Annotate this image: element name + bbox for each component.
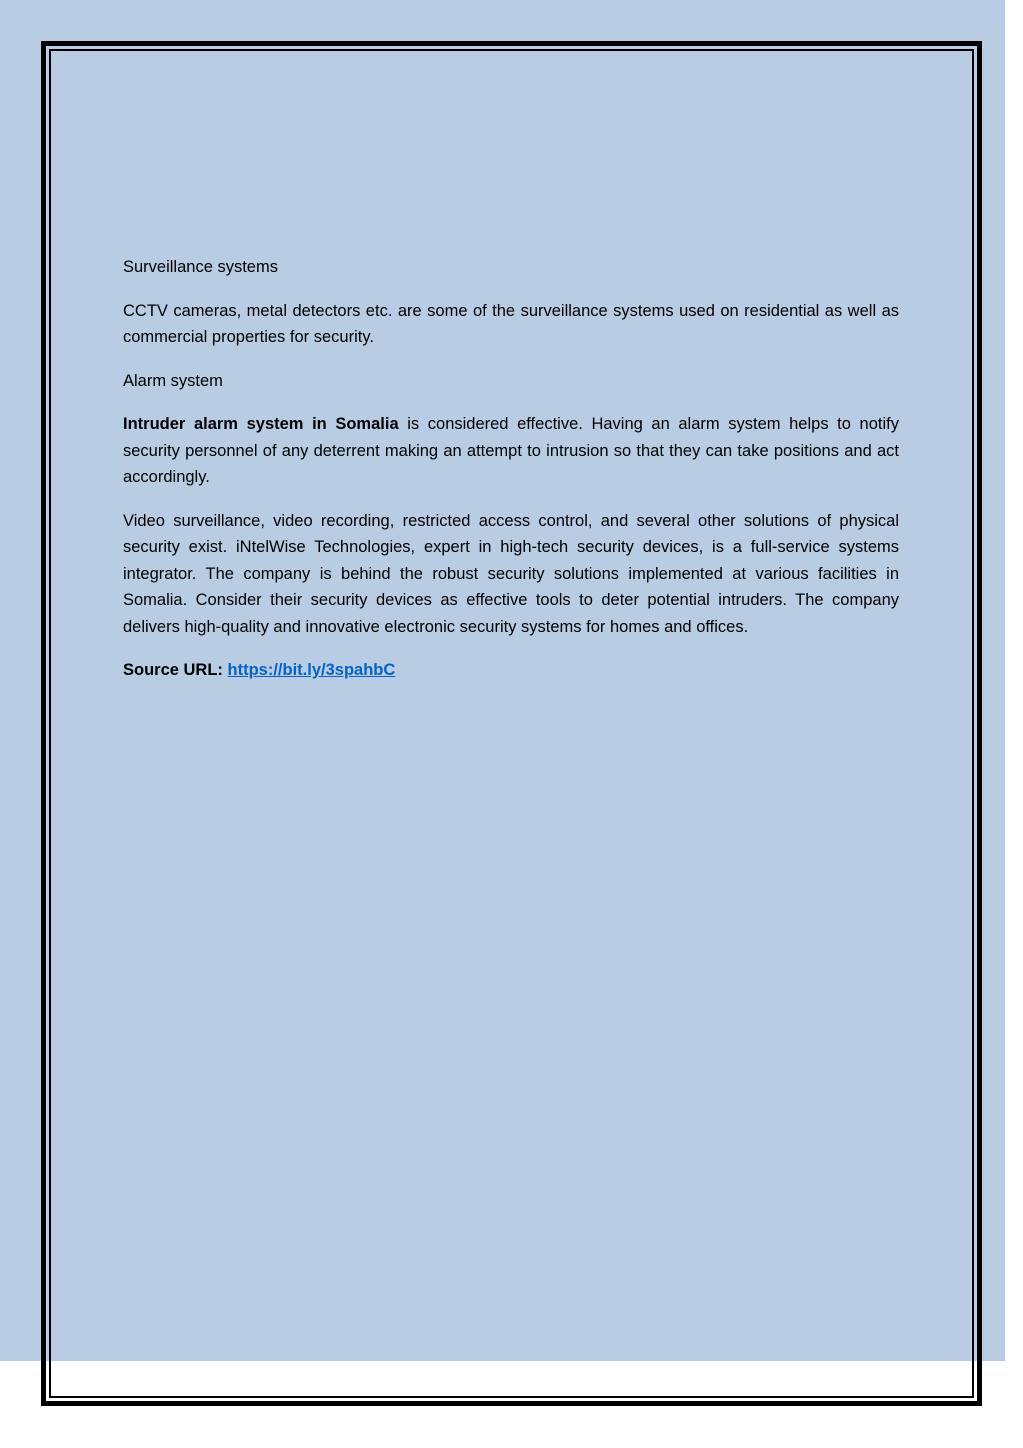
source-label: Source URL: [123, 661, 223, 679]
surveillance-heading: Surveillance systems [123, 258, 278, 276]
source-line [123, 657, 899, 684]
intruder-paragraph-text: is considered effective. Having an alarm system helps to notify security personnel of any deterrent making an attempt to intrusion so that they can take positions and act accordingly. [123, 415, 899, 486]
cctv-paragraph: CCTV cameras, metal detectors etc. are some of the surveillance systems used on residential as well as commercial properties for security. [123, 301, 899, 346]
video-paragraph: Video surveillance, video recording, restricted access control, and several other solutions of physical security exist. iNtelWise Technologies, expert in high-tech security devices, is a full-service systems integrator. The company is behind the robust security solutions implemented at various facilities in Somalia. Consider their security devices as effective tools to deter potential intruders. The company delivers high-quality and innovative electronic security systems for homes and offices. [123, 511, 899, 636]
alarm-heading: Alarm system [123, 371, 223, 390]
source-link[interactable]: https://bit.ly/3spahbC [227, 661, 396, 679]
document-body [123, 254, 899, 701]
page-border-inner [49, 49, 974, 1398]
intruder-keyword: Intruder alarm system in Somalia [123, 415, 399, 433]
intruder-paragraph [123, 411, 899, 491]
